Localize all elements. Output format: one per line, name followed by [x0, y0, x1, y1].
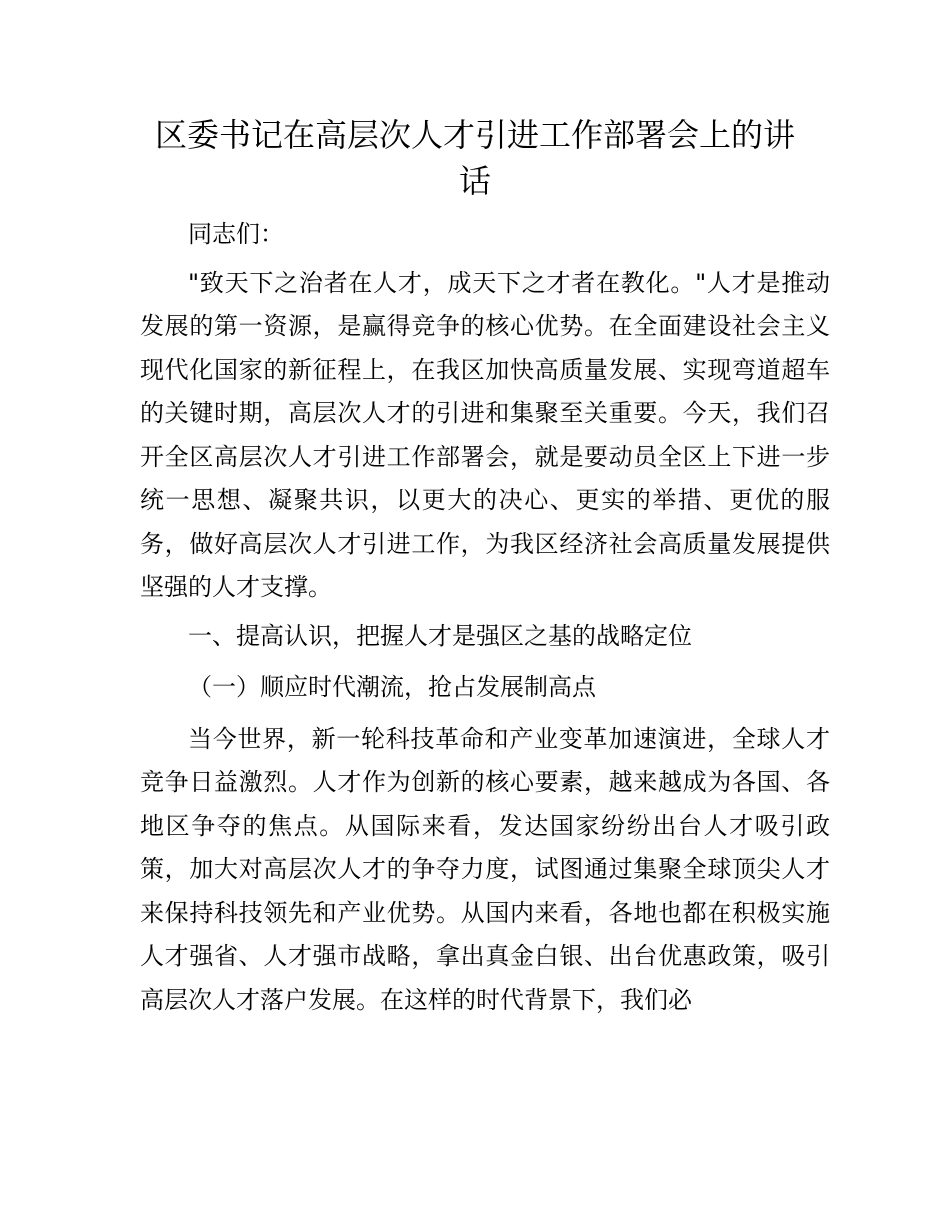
document-title: 区委书记在高层次人才引进工作部署会上的讲话: [154, 116, 795, 200]
intro-paragraph: "致天下之治者在人才，成天下之才者在教化。"人才是推动发展的第一资源，是赢得竞争的核心优势。在全面建设社会主义现代化国家的新征程上，在我区加快高质量发展、实现弯道超车的关键时期，高层次人才的引进和集聚至关重要。今天，我们召开全区高层次人才引进工作部署会，就是要动员全区上下进一步统一思想、凝聚共识，以更大的决心、更实的举措、更优的服务，做好高层次人才引进工作，为我区经济社会高质量发展提供坚强的人才支撑。: [140, 268, 830, 601]
subsection-paragraph: 当今世界，新一轮科技革命和产业变革加速演进，全球人才竞争日益激烈。人才作为创新的核心要素，越来越成为各国、各地区争夺的焦点。从国际来看，发达国家纷纷出台人才吸引政策，加大对高层次人才的争夺力度，试图通过集聚全球顶尖人才来保持科技领先和产业优势。从国内来看，各地也都在积极实施人才强省、人才强市战略，拿出真金白银、出台优惠政策，吸引高层次人才落户发展。在这样的时代背景下，我们必: [140, 724, 830, 1014]
salutation: 同志们：: [188, 220, 284, 248]
section-heading: 一、提高认识，把握人才是强区之基的战略定位: [188, 621, 692, 650]
subsection-heading: （一）顺应时代潮流，抢占发展制高点: [188, 673, 596, 701]
document-body: [140, 213, 830, 1027]
